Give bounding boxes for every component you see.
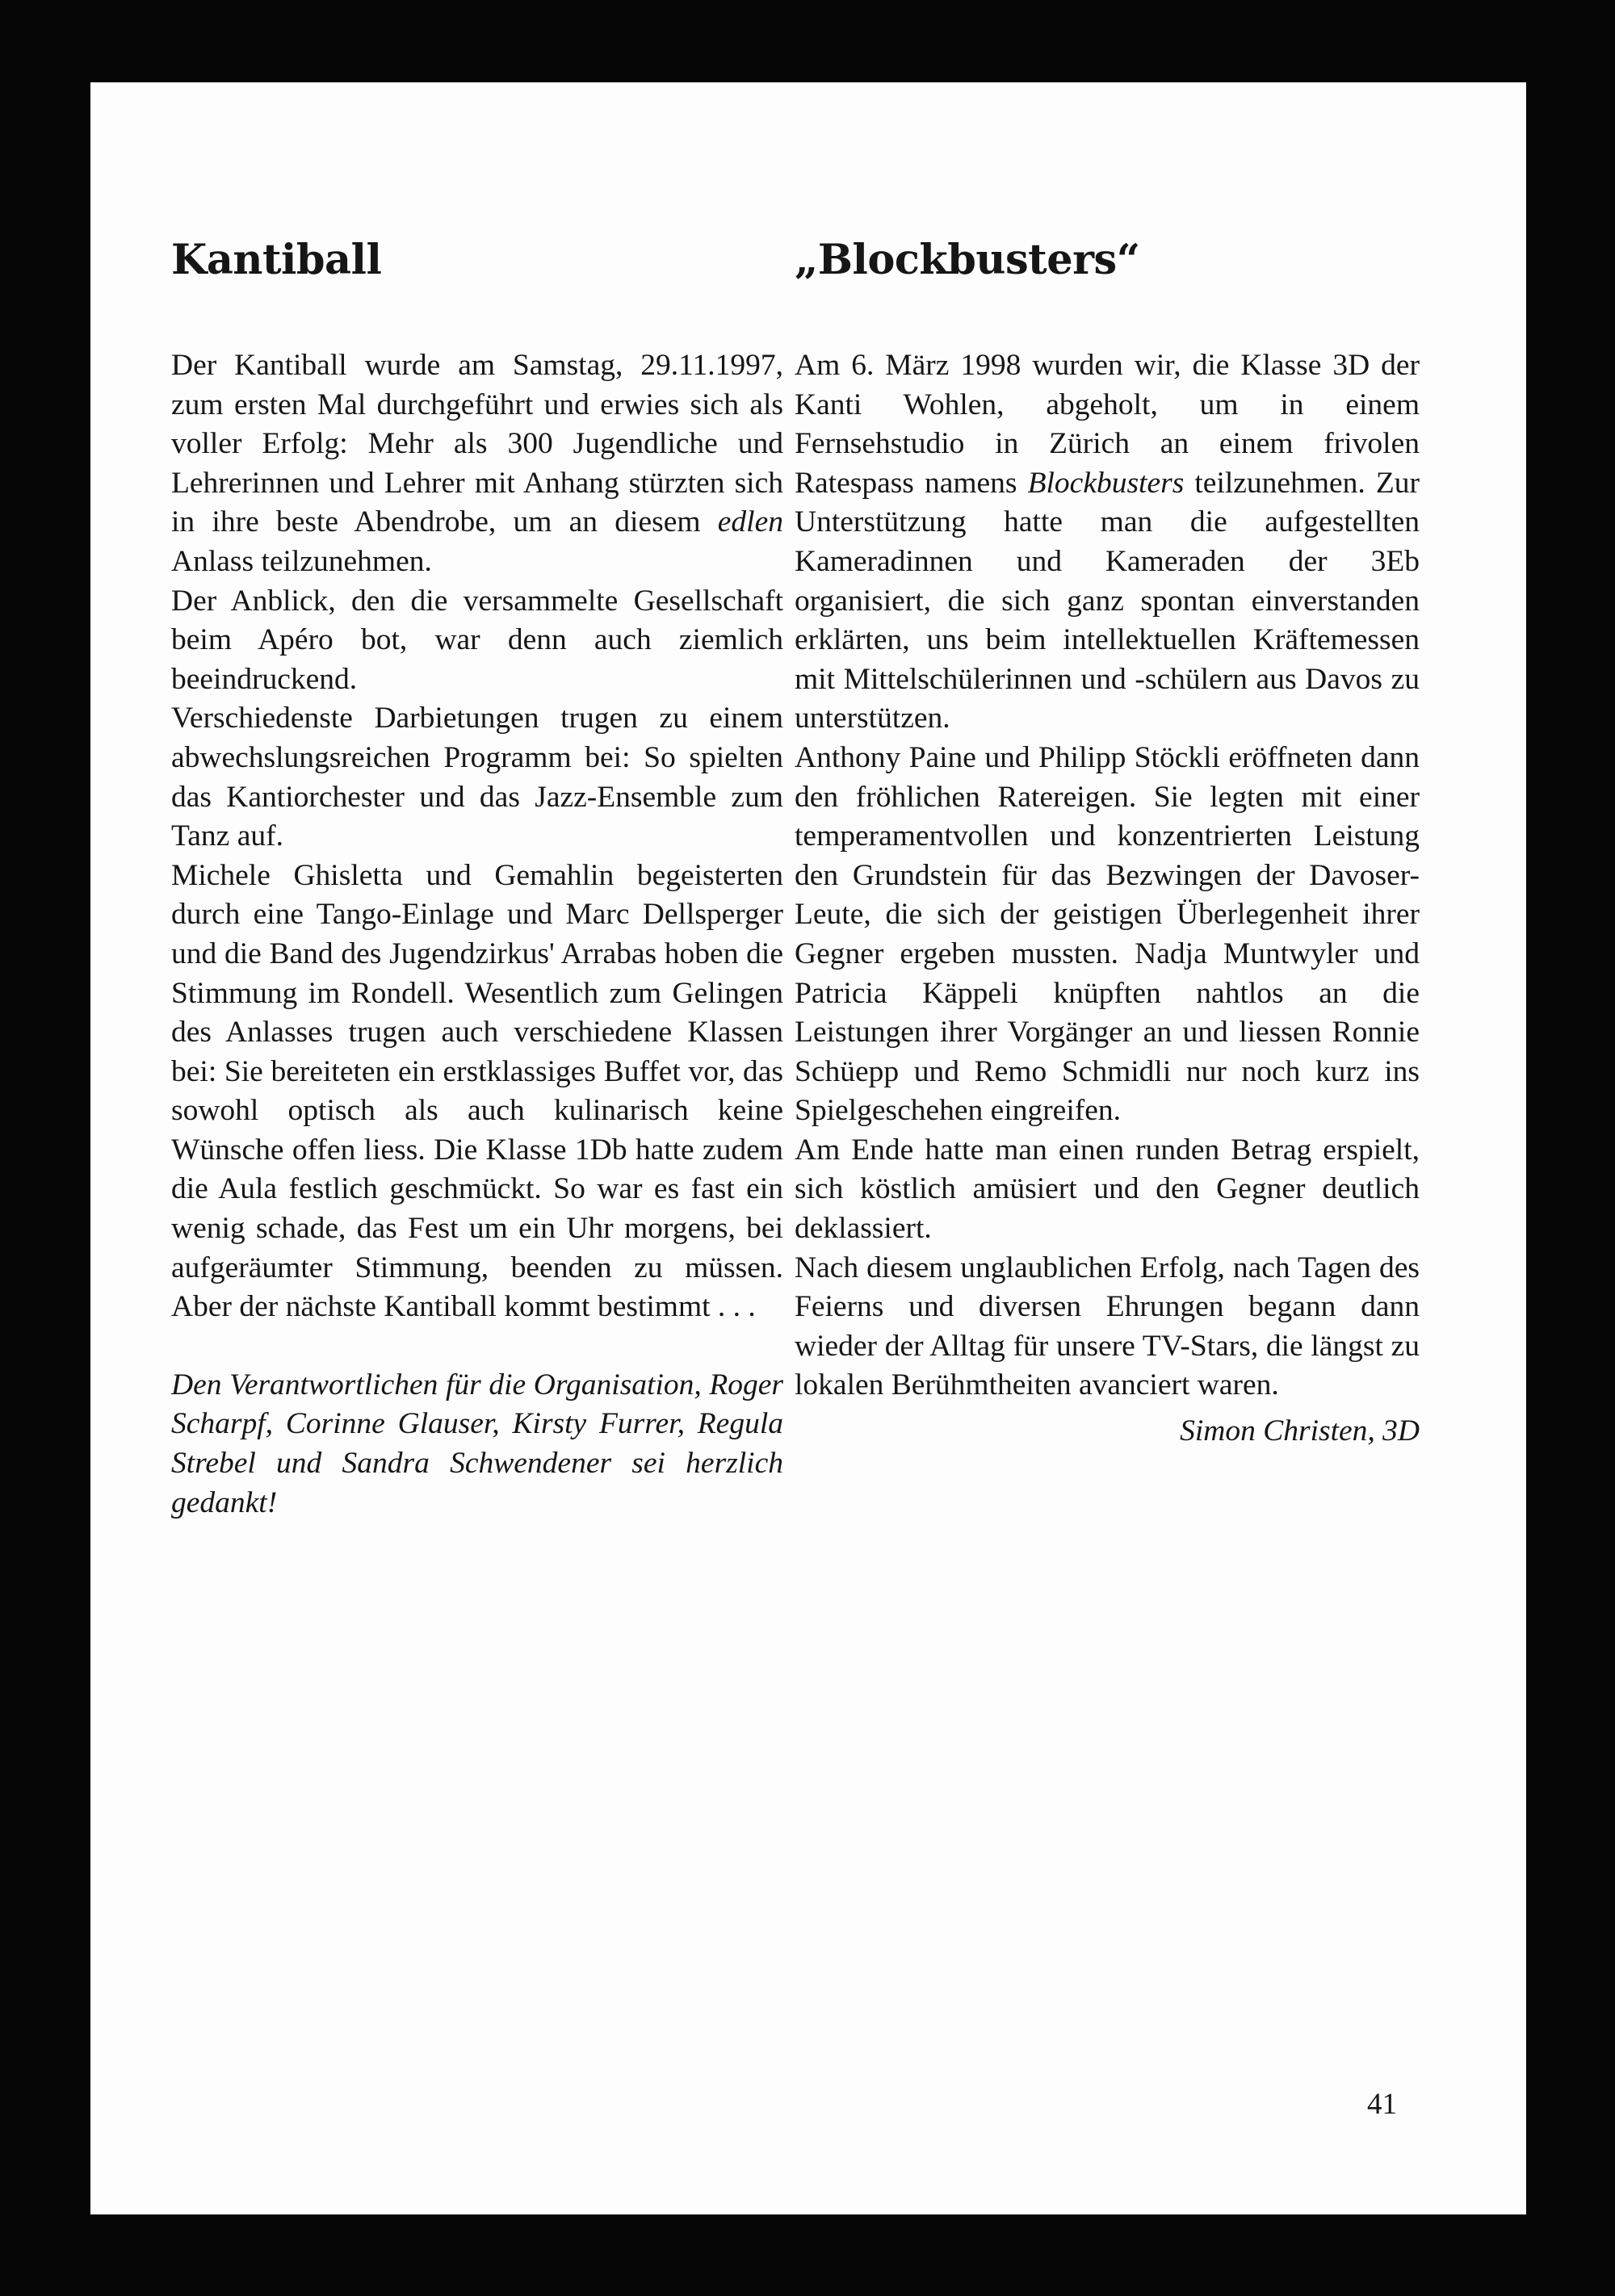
paragraph-text: Der Kantiball wurde am Samstag, 29.11.1997, zum ersten Mal durchgeführt und erwies sich als voller Erfolg: Mehr als 300 Jugendliche und Lehrerinnen und Lehrer mit Anhang stürzten sich in ihre beste Abendrobe, um an diesem — [171, 349, 783, 539]
article-title: Kantiball — [171, 236, 382, 284]
paragraph: Der Anblick, den die versammelte Gesellschaft beim Apéro bot, war denn auch ziemlich beeindruckend. — [171, 584, 783, 696]
author-byline: Simon Christen, 3D — [1180, 1414, 1420, 1448]
article-kantiball — [171, 232, 783, 1553]
document-page — [90, 82, 1526, 2214]
paragraph-text: teilzunehmen. Zur Unterstützung hatte man die aufgestellten Kameradinnen und Kameraden der 3Eb organisiert, die sich ganz spontan einverstanden erklärten, uns beim intellektuellen Kräftemessen mit Mittelschülerinnen und -schülern aus Davos zu unterstützen. — [795, 466, 1420, 735]
paragraph-text: Anlass teilzunehmen. — [171, 544, 432, 578]
page-number: 41 — [1367, 2088, 1397, 2121]
paragraph: Michele Ghisletta und Gemahlin begeisterten durch eine Tango-Einlage und Marc Dellsperger und die Band des Jugendzirkus' Arrabas hoben die Stimmung im Rondell. Wesentlich zum Gelingen des Anlasses trugen auch verschiedene Klassen bei: Sie bereiteten ein erstklassiges Buffet vor, das sowohl optisch als auch kulinarisch keine Wünsche offen liess. Die Klasse 1Db hatte zudem die Aula festlich geschmückt. So war es fast ein wenig schade, das Fest um ein Uhr morgens, bei aufgeräumter Stimmung, beenden zu müssen. Aber der nächste Kantiball kommt bestimmt . . . — [171, 858, 783, 1324]
acknowledgement-note: Den Verantwortlichen für die Organisation, Roger Scharpf, Corinne Glauser, Kirsty Furrer, Regula Strebel und Sandra Schwendener sei herzlich gedankt! — [171, 1368, 783, 1519]
paragraph: Nach diesem unglaublichen Erfolg, nach Tagen des Feierns und diversen Ehrungen begann dann wieder der Alltag für unsere TV-Stars, die längst zu lokalen Berühmtheiten avanciert waren. — [795, 1251, 1420, 1402]
paragraph: Anthony Paine und Philipp Stöckli eröffneten dann den fröhlichen Ratereigen. Sie legten mit einer temperamentvollen und konzentrierten Leistung den Grundstein für das Bezwingen der Davoser-Leute, die sich der geistigen Überlegenheit ihrer Gegner ergeben mussten. Nadja Muntwyler und Patricia Käppeli knüpften nahtlos an die Leistungen ihrer Vorgänger an und liessen Ronnie Schüepp und Remo Schmidli nur noch kurz ins Spielgeschehen eingreifen. — [795, 740, 1420, 1128]
emphasized-text: edlen — [717, 505, 783, 539]
paragraph-text: Am 6. März 1998 wurden wir, die Klasse 3D der Kanti Wohlen, abgeholt, um in einem Fernsehstudio in Zürich an einem frivolen Ratespass namens — [795, 349, 1420, 500]
paragraph: Am Ende hatte man einen runden Betrag erspielt, sich köstlich amüsiert und den Gegner deutlich deklassiert. — [795, 1133, 1420, 1246]
article-body — [171, 346, 783, 1327]
article-blockbusters — [795, 232, 1420, 1481]
emphasized-text: Blockbusters — [1027, 466, 1185, 500]
paragraph: Verschiedenste Darbietungen trugen zu einem abwechslungsreichen Programm bei: So spielten das Kantiorchester und das Jazz-Ensemble zum Tanz auf. — [171, 702, 783, 853]
article-body — [795, 346, 1420, 1406]
paragraph — [795, 346, 1420, 739]
article-title: „Blockbusters“ — [795, 236, 1140, 284]
paragraph — [171, 346, 783, 582]
